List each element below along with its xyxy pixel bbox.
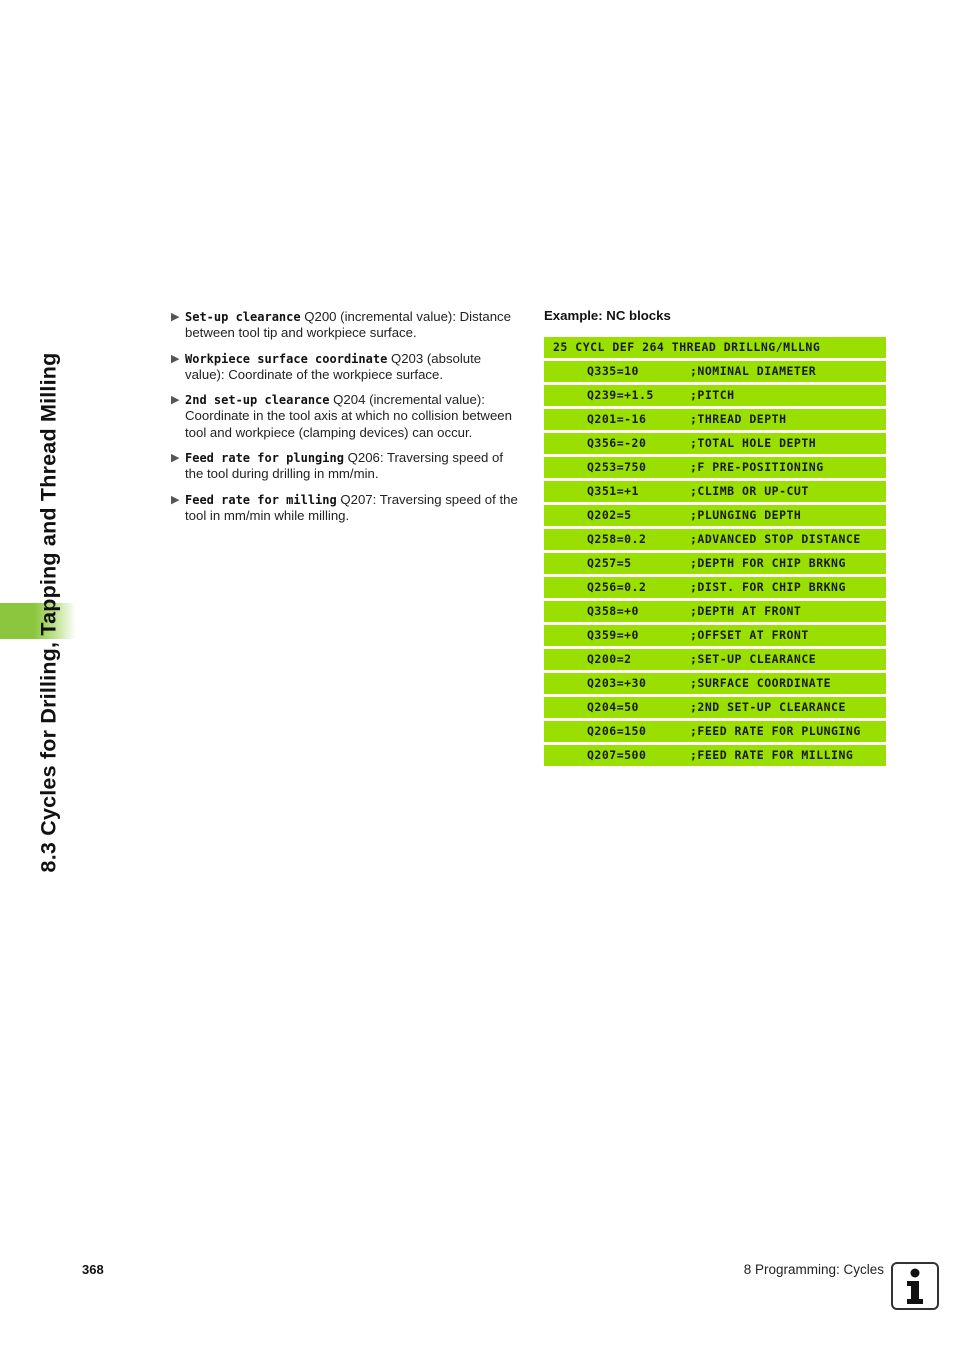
nc-row [544, 625, 886, 646]
bullet-arrow-icon: ▶ [171, 493, 180, 506]
nc-code: Q202=5 [587, 508, 632, 522]
parameter-description: Q200 (incremental value): Distance between tool tip and workpiece surface. [185, 309, 511, 341]
nc-comment: ;CLIMB OR UP-CUT [690, 484, 809, 498]
nc-code: Q257=5 [587, 556, 632, 570]
section-title: 8.3 Cycles for Drilling, Tapping and Thread Milling [36, 352, 61, 872]
parameter-item [171, 392, 523, 441]
nc-comment: ;DEPTH AT FRONT [690, 604, 802, 618]
parameter-keyword: Workpiece surface coordinate [185, 351, 388, 366]
nc-comment: ;SURFACE COORDINATE [690, 676, 832, 690]
nc-row [544, 457, 886, 478]
page-number: 368 [82, 1262, 104, 1277]
nc-block-table [544, 337, 886, 769]
nc-row [544, 433, 886, 454]
nc-code: Q201=-16 [587, 412, 647, 426]
bullet-arrow-icon: ▶ [171, 311, 180, 323]
nc-header-row [544, 337, 886, 358]
nc-code: Q359=+0 [587, 628, 639, 642]
nc-row [544, 385, 886, 406]
example-heading: Example: NC blocks [544, 308, 671, 323]
nc-row [544, 577, 886, 598]
nc-code: Q204=50 [587, 700, 639, 714]
nc-row [544, 601, 886, 622]
parameter-keyword: Feed rate for plunging [185, 451, 344, 466]
bullet-arrow-icon: ▶ [171, 394, 180, 407]
nc-code: Q358=+0 [587, 604, 639, 618]
nc-code: Q203=+30 [587, 676, 647, 690]
nc-comment: ;PLUNGING DEPTH [690, 508, 802, 522]
parameter-keyword: Set-up clearance [185, 310, 301, 324]
nc-header-text: 25 CYCL DEF 264 THREAD DRILLNG/MLLNG [553, 340, 821, 354]
nc-comment: ;FEED RATE FOR PLUNGING [690, 724, 861, 738]
nc-row [544, 745, 886, 766]
nc-comment: ;THREAD DEPTH [690, 412, 787, 426]
nc-code: Q258=0.2 [587, 532, 647, 546]
nc-row [544, 505, 886, 526]
parameter-item [171, 351, 523, 384]
parameter-list [171, 309, 523, 533]
bullet-arrow-icon: ▶ [171, 352, 180, 365]
parameter-item [171, 492, 523, 525]
nc-row [544, 721, 886, 742]
nc-row [544, 529, 886, 550]
nc-code: Q239=+1.5 [587, 388, 654, 402]
nc-comment: ;DIST. FOR CHIP BRKNG [690, 580, 846, 594]
nc-code: Q206=150 [587, 724, 647, 738]
parameter-description: Q207: Traversing speed of the tool in mm/min while milling. [185, 491, 518, 523]
nc-row [544, 409, 886, 430]
parameter-description: Q203 (absolute value): Coordinate of the workpiece surface. [185, 350, 482, 382]
parameter-keyword: Feed rate for milling [185, 492, 337, 507]
nc-row [544, 649, 886, 670]
chapter-footer: 8 Programming: Cycles [743, 1262, 884, 1277]
bullet-arrow-icon: ▶ [171, 452, 180, 465]
nc-row [544, 553, 886, 574]
nc-comment: ;FEED RATE FOR MILLING [690, 748, 854, 762]
nc-code: Q200=2 [587, 652, 632, 666]
nc-comment: ;2ND SET-UP CLEARANCE [690, 700, 846, 714]
nc-code: Q256=0.2 [587, 580, 647, 594]
nc-code: Q335=10 [587, 364, 639, 378]
nc-comment: ;SET-UP CLEARANCE [690, 652, 817, 666]
nc-comment: ;ADVANCED STOP DISTANCE [690, 532, 861, 546]
nc-comment: ;DEPTH FOR CHIP BRKNG [690, 556, 846, 570]
parameter-description: Q204 (incremental value): Coordinate in the tool axis at which no collision between tool and workpiece (clamping devices) can occur. [185, 392, 512, 440]
section-sidebar [28, 312, 70, 912]
nc-comment: ;F PRE-POSITIONING [690, 460, 824, 474]
nc-row [544, 361, 886, 382]
parameter-description: Q206: Traversing speed of the tool during drilling in mm/min. [185, 450, 504, 482]
nc-row [544, 697, 886, 718]
nc-comment: ;TOTAL HOLE DEPTH [690, 436, 817, 450]
info-icon [891, 1262, 939, 1310]
parameter-keyword: 2nd set-up clearance [185, 393, 330, 408]
nc-code: Q207=500 [587, 748, 647, 762]
nc-code: Q253=750 [587, 460, 647, 474]
nc-code: Q356=-20 [587, 436, 647, 450]
nc-comment: ;PITCH [690, 388, 735, 402]
nc-row [544, 481, 886, 502]
parameter-item [171, 450, 523, 483]
nc-row [544, 673, 886, 694]
nc-comment: ;OFFSET AT FRONT [690, 628, 809, 642]
nc-code: Q351=+1 [587, 484, 639, 498]
nc-comment: ;NOMINAL DIAMETER [690, 364, 817, 378]
parameter-item [171, 309, 523, 342]
